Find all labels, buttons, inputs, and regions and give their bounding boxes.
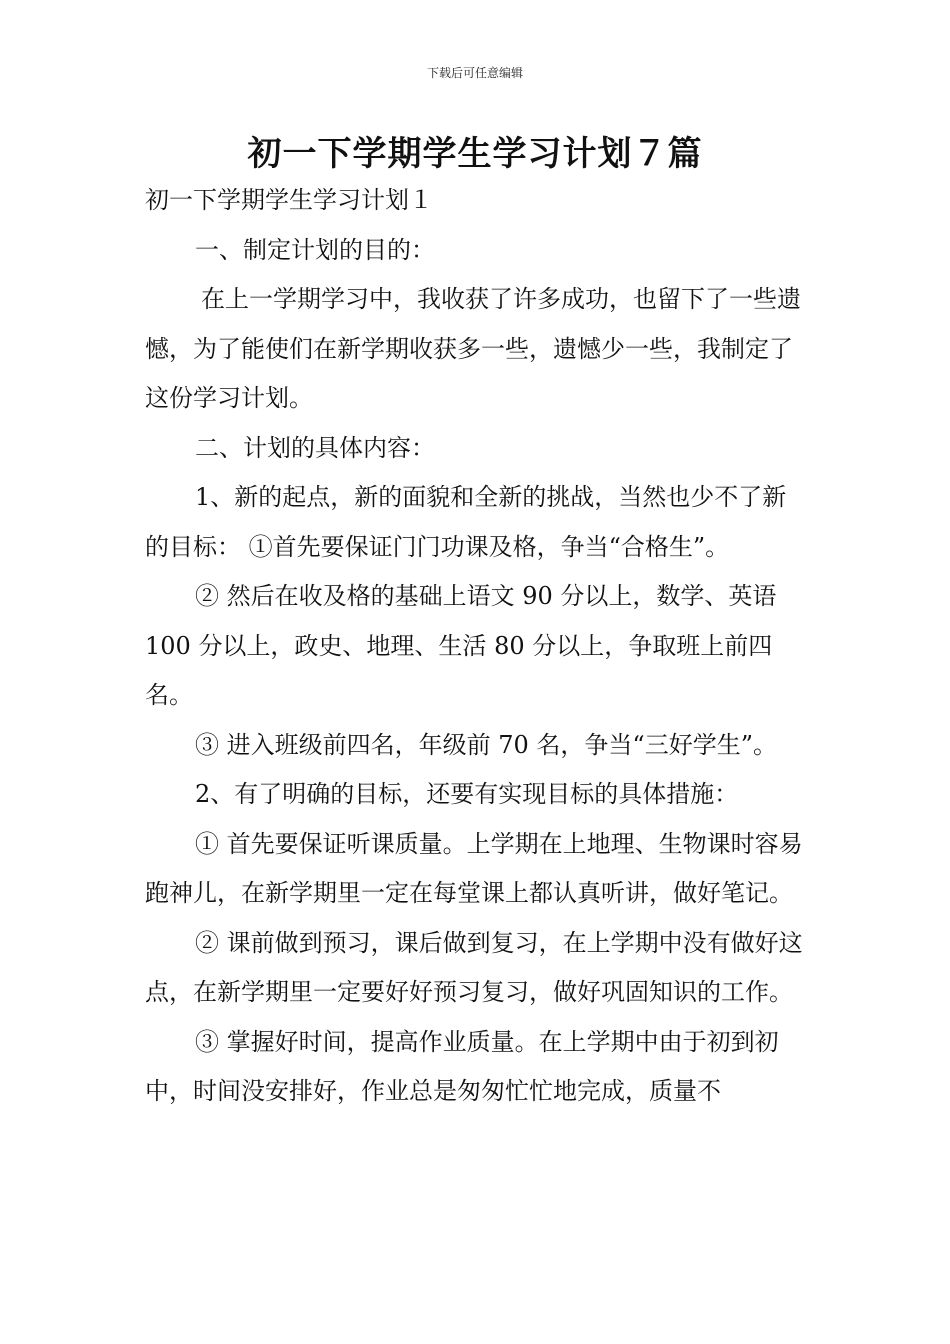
paragraph: 在上一学期学习中，我收获了许多成功，也留下了一些遗憾，为了能使们在新学期收获多一些，遗憾少一些，我制定了这份学习计划。 xyxy=(145,285,801,412)
paragraph: ① 首先要保证听课质量。上学期在上地理、生物课时容易跑神儿，在新学期里一定在每堂课上都认真听讲，做好笔记。 xyxy=(145,829,803,907)
section-heading: 初一下学期学生学习计划１ xyxy=(145,186,433,214)
paragraph: ③ 掌握好时间，提高作业质量。在上学期中由于初到初中，时间没安排好，作业总是匆匆忙忙地完成，质量不 xyxy=(145,1027,779,1105)
paragraph: ③ 进入班级前四名，年级前 70 名，争当“三好学生”。 xyxy=(195,730,777,759)
document-title: 初一下学期学生学习计划７篇 xyxy=(247,134,703,174)
paragraph: ② 课前做到预习，课后做到复习，在上学期中没有做好这点，在新学期里一定要好好预习复习，做好巩固知识的工作。 xyxy=(145,928,803,1006)
subheading-purpose: 一、制定计划的目的： xyxy=(195,235,435,264)
document-body xyxy=(145,176,810,1117)
paragraph: 2、有了明确的目标，还要有实现目标的具体措施： xyxy=(195,780,739,808)
subheading-content: 二、计划的具体内容： xyxy=(195,433,435,462)
paragraph: 1、新的起点，新的面貌和全新的挑战，当然也少不了新的目标： ①首先要保证门门功课及格，争当“合格生”。 xyxy=(145,483,787,561)
header-note: 下载后可任意编辑 xyxy=(426,66,523,80)
paragraph: ② 然后在收及格的基础上语文 90 分以上，数学、英语 100 分以上，政史、地理、生活 80 分以上，争取班上前四名。 xyxy=(145,582,777,709)
